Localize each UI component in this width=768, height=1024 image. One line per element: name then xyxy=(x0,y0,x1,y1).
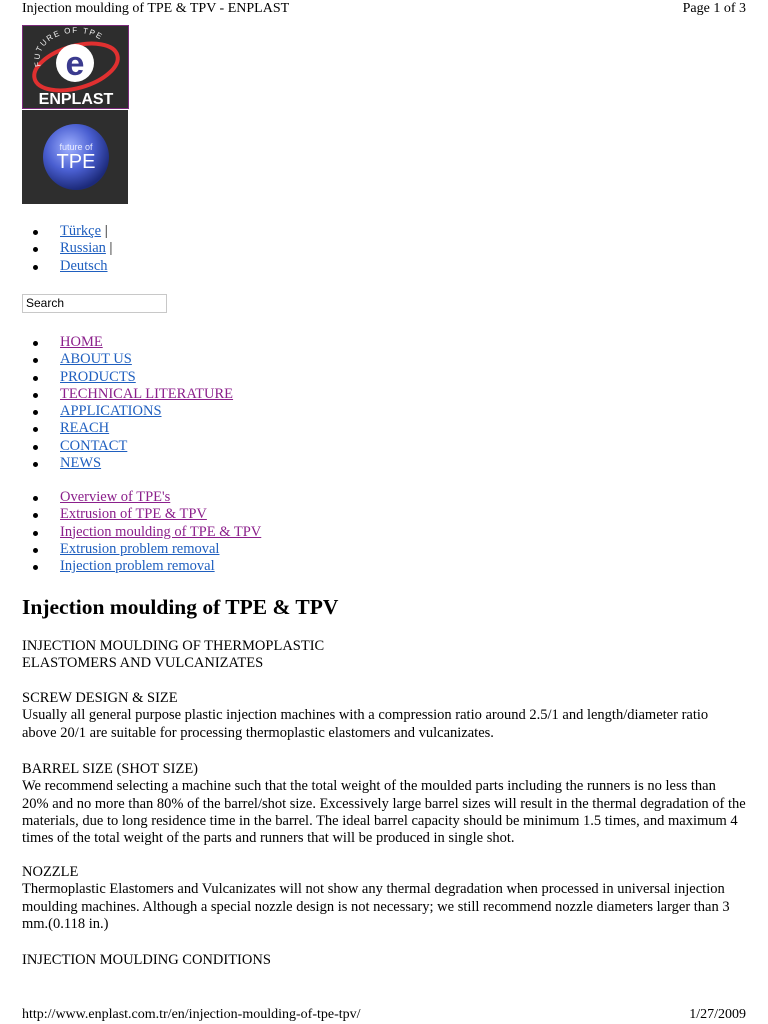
language-separator: | xyxy=(105,240,113,257)
section-body: Thermoplastic Elastomers and Vulcanizates will not show any thermal degradation when processed in universal injection moulding machines. Although a special nozzle design is not necessary; we still recommend nozzle diameters larger than 3 mm.(0.118 in.) xyxy=(22,881,730,932)
print-footer xyxy=(22,1006,746,1023)
nav-item xyxy=(22,351,233,368)
nav-technical-literature[interactable]: TECHNICAL LITERATURE xyxy=(60,385,234,402)
nav-item xyxy=(22,403,233,420)
subnav-injection-moulding[interactable]: Injection moulding of TPE & TPV xyxy=(60,523,262,540)
nav-item xyxy=(22,455,233,472)
tpe-logo[interactable] xyxy=(22,110,128,204)
language-link-deutsch[interactable]: Deutsch xyxy=(60,257,108,274)
main-nav xyxy=(22,334,233,472)
language-link-russian[interactable]: Russian xyxy=(60,240,106,257)
nav-item xyxy=(22,369,233,386)
print-header xyxy=(22,0,746,18)
section-heading: NOZZLE xyxy=(22,864,79,880)
search-input[interactable]: Search xyxy=(22,294,167,313)
print-footer-url: http://www.enplast.com.tr/en/injection-moulding-of-tpe-tpv/ xyxy=(22,1007,361,1022)
nav-item xyxy=(22,386,233,403)
article-intro xyxy=(22,638,746,673)
nav-contact[interactable]: CONTACT xyxy=(60,437,128,454)
section-body: We recommend selecting a machine such that the total weight of the moulded parts including the runners is no less than 20% and no more than 80% of the barrel/shot size. Excessively large barrel sizes will result in the thermal degradation of the materials, due to long residence time in the barrel. The ideal barrel capacity should be minimum 1.5 times, and maximum 4 times of the total weight of the parts and runners that will be produced in single shot. xyxy=(22,778,746,847)
logo-ring-text: FUTURE OF TPE xyxy=(32,26,105,68)
enplast-logo-graphic xyxy=(23,26,128,108)
tpe-globe-graphic xyxy=(22,110,128,204)
nav-news[interactable]: NEWS xyxy=(60,455,102,472)
section-injection-conditions xyxy=(22,952,746,969)
section-heading: SCREW DESIGN & SIZE xyxy=(22,690,178,706)
intro-line: ELASTOMERS AND VULCANIZATES xyxy=(22,655,264,672)
subnav-item xyxy=(22,506,261,523)
subnav-extrusion-of-tpe-tpv[interactable]: Extrusion of TPE & TPV xyxy=(60,506,207,523)
subnav-extrusion-problem-removal[interactable]: Extrusion problem removal xyxy=(60,540,220,557)
language-item xyxy=(22,223,112,240)
print-page-number: Page 1 of 3 xyxy=(682,1,746,16)
nav-home[interactable]: HOME xyxy=(60,334,103,350)
language-list xyxy=(22,223,112,275)
language-separator: | xyxy=(101,223,108,239)
section-heading: BARREL SIZE (SHOT SIZE) xyxy=(22,761,199,777)
tpe-logo-small-text: future of xyxy=(59,142,93,152)
tpe-logo-big-text: TPE xyxy=(56,151,96,173)
nav-item xyxy=(22,334,233,351)
section-heading: INJECTION MOULDING CONDITIONS xyxy=(22,952,271,968)
section-nozzle xyxy=(22,864,746,933)
print-header-title: Injection moulding of TPE & TPV - ENPLAST xyxy=(22,1,290,16)
section-screw-design xyxy=(22,690,746,742)
subnav-item xyxy=(22,541,261,558)
nav-about-us[interactable]: ABOUT US xyxy=(60,351,132,368)
nav-item xyxy=(22,438,233,455)
enplast-logo[interactable] xyxy=(22,25,129,109)
section-barrel-size xyxy=(22,761,746,847)
nav-products[interactable]: PRODUCTS xyxy=(60,368,136,385)
language-item xyxy=(22,240,112,257)
logo-brand-text: ENPLAST xyxy=(38,91,114,108)
print-footer-date: 1/27/2009 xyxy=(689,1007,746,1022)
subnav-overview-of-tpes[interactable]: Overview of TPE's xyxy=(60,489,171,505)
language-link-turkce[interactable]: Türkçe xyxy=(60,223,102,239)
sub-nav xyxy=(22,489,261,575)
subnav-injection-problem-removal[interactable]: Injection problem removal xyxy=(60,558,215,575)
page-title: Injection moulding of TPE & TPV xyxy=(22,595,339,619)
nav-applications[interactable]: APPLICATIONS xyxy=(60,403,162,420)
subnav-item xyxy=(22,558,261,575)
intro-line: INJECTION MOULDING OF THERMOPLASTIC xyxy=(22,638,325,654)
subnav-item xyxy=(22,524,261,541)
nav-item xyxy=(22,420,233,437)
section-body: Usually all general purpose plastic injection machines with a compression ratio around 2.5/1 and length/diameter ratio above 20/1 are suitable for processing thermoplastic elastomers and vulcanizates. xyxy=(22,707,709,741)
subnav-item xyxy=(22,489,261,506)
svg-text:e: e xyxy=(65,45,85,83)
language-item xyxy=(22,258,112,275)
nav-reach[interactable]: REACH xyxy=(60,420,110,437)
